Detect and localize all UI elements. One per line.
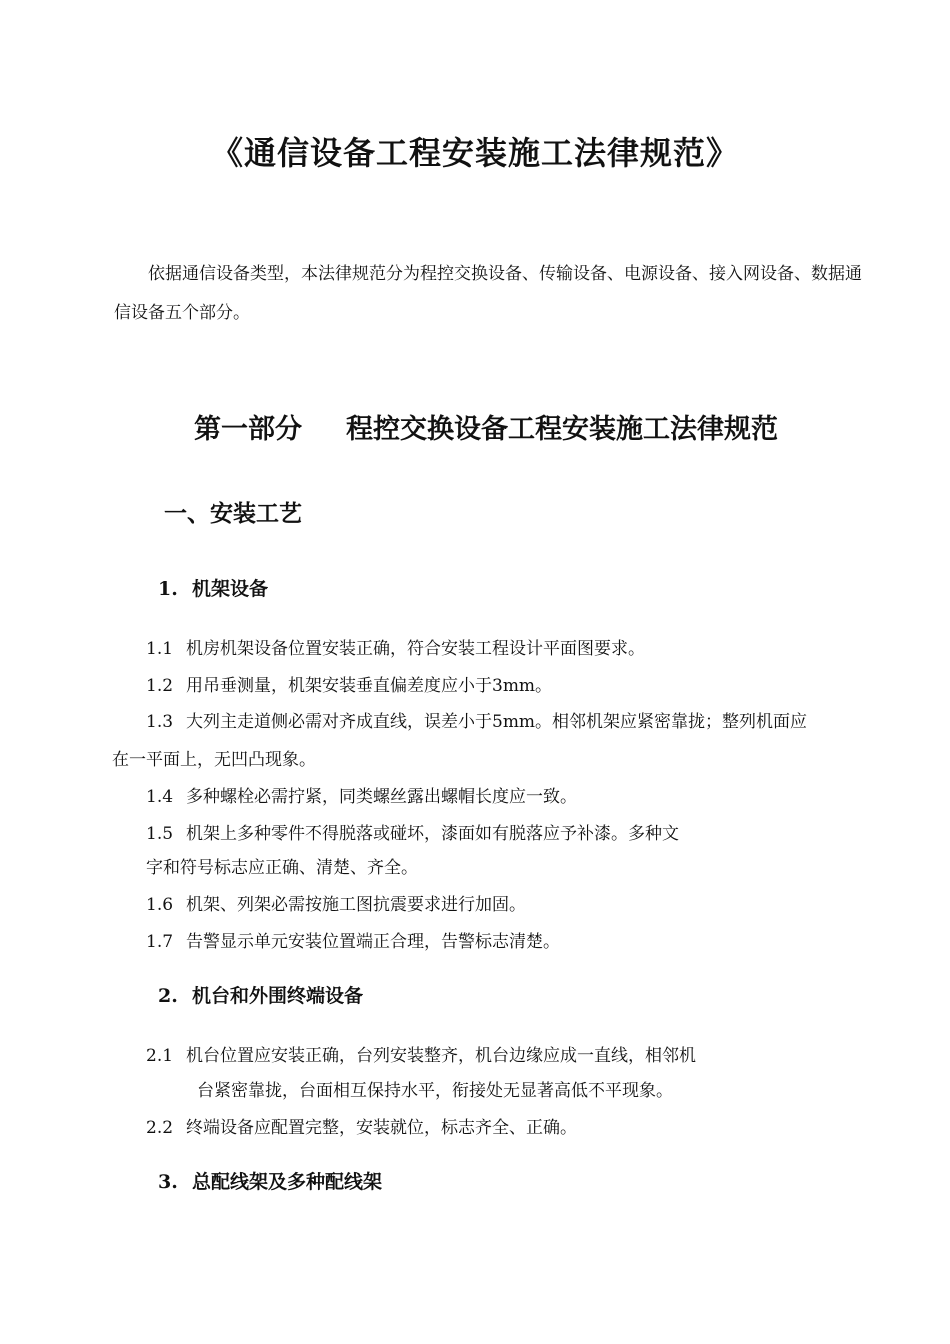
subsection-heading [158,574,268,601]
item-number: 2.1 [146,1046,174,1066]
subsection-heading [158,1167,382,1194]
item-number: 1.3 [146,712,174,732]
item-text: 机房机架设备位置安装正确，符合安装工程设计平面图要求。 [186,639,645,659]
item-number: 1.4 [146,787,174,807]
item-continuation: 字和符号标志应正确、清楚、齐全。 [146,858,418,878]
subsection-title: 总配线架及多种配线架 [192,1171,383,1193]
part-title: 程控交换设备工程安装施工法律规范 [346,414,778,445]
item-number: 1.1 [146,639,174,659]
item-number: 1.7 [146,932,174,952]
list-item [146,707,807,732]
subsection-number: 3. [158,1171,178,1193]
section-heading: 一、安装工艺 [164,500,302,527]
item-text: 终端设备应配置完整，安装就位，标志齐全、正确。 [186,1118,577,1138]
part-label: 第一部分 [194,414,302,445]
subsection-title: 机架设备 [192,578,269,600]
item-text: 多种螺栓必需拧紧，同类螺丝露出螺帽长度应一致。 [186,787,577,807]
subsection-number: 1. [158,578,178,600]
item-continuation: 台紧密靠拢，台面相互保持水平，衔接处无显著高低不平现象。 [197,1081,673,1101]
item-number: 1.6 [146,895,174,915]
item-text: 用吊垂测量，机架安装垂直偏差度应小于3mm。 [186,676,553,696]
list-item [146,890,526,915]
list-item [146,782,577,807]
item-number: 1.2 [146,676,174,696]
list-item [146,1113,577,1138]
subsection-number: 2. [158,985,178,1007]
item-text: 告警显示单元安装位置端正合理，告警标志清楚。 [186,932,560,952]
subsection-title: 机台和外围终端设备 [192,985,364,1007]
item-text: 大列主走道侧必需对齐成直线，误差小于5mm。相邻机架应紧密靠拢；整列机面应 [186,712,808,732]
document-title: 《通信设备工程安装施工法律规范》 [210,134,739,172]
item-text: 机架、列架必需按施工图抗震要求进行加固。 [186,895,526,915]
part-heading [0,407,950,446]
item-number: 1.5 [146,824,174,844]
list-item [146,1041,696,1066]
list-item [146,671,552,696]
intro-paragraph: 依据通信设备类型，本法律规范分为程控交换设备、传输设备、电源设备、接入网设备、数据通信设备五个部分。 [114,264,862,323]
list-item [146,819,679,844]
list-item [146,634,645,659]
item-continuation: 在一平面上，无凹凸现象。 [112,750,316,770]
item-number: 2.2 [146,1118,174,1138]
item-text: 机台位置应安装正确，台列安装整齐，机台边缘应成一直线，相邻机 [186,1046,696,1066]
subsection-heading [158,981,363,1008]
list-item [146,927,560,952]
item-text: 机架上多种零件不得脱落或碰坏，漆面如有脱落应予补漆。多种文 [186,824,679,844]
